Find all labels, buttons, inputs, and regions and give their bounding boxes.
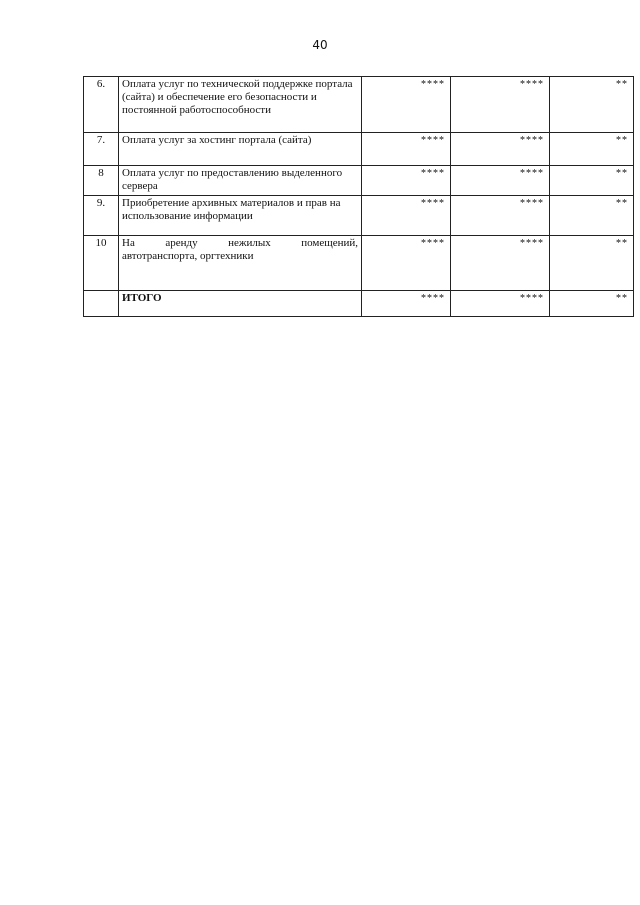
row-name: Оплата услуг за хостинг портала (сайта) [119, 133, 362, 166]
row-number [84, 291, 119, 317]
cell-value: **** [451, 133, 550, 166]
table-row [84, 166, 634, 196]
cell-value: ** [550, 166, 634, 196]
cell-value: **** [362, 77, 451, 133]
cell-value: **** [451, 77, 550, 133]
cell-value: ** [550, 291, 634, 317]
row-name: Оплата услуг по предоставлению выделенного сервера [119, 166, 362, 196]
table-row [84, 291, 634, 317]
budget-table [83, 76, 634, 317]
cell-value: **** [362, 196, 451, 236]
row-number: 8 [84, 166, 119, 196]
page-number: 40 [312, 38, 328, 52]
row-name-line: автотранспорта, оргтехники [122, 250, 254, 262]
cell-value: ** [550, 196, 634, 236]
row-number: 10 [84, 236, 119, 291]
row-number: 7. [84, 133, 119, 166]
table-row [84, 196, 634, 236]
row-number: 6. [84, 77, 119, 133]
row-name-line: На аренду нежилых помещений, [122, 237, 358, 249]
row-number: 9. [84, 196, 119, 236]
row-name [119, 236, 362, 291]
cell-value: **** [362, 133, 451, 166]
cell-value: **** [362, 166, 451, 196]
cell-value: **** [451, 196, 550, 236]
cell-value: **** [362, 236, 451, 291]
table-row [84, 236, 634, 291]
cell-value: **** [451, 291, 550, 317]
cell-value: **** [451, 236, 550, 291]
cell-value: **** [362, 291, 451, 317]
row-name-total: ИТОГО [119, 291, 362, 317]
cell-value: ** [550, 133, 634, 166]
cell-value: ** [550, 236, 634, 291]
table-row [84, 133, 634, 166]
row-name: Приобретение архивных материалов и прав на использование информации [119, 196, 362, 236]
cell-value: **** [451, 166, 550, 196]
table-row [84, 77, 634, 133]
cell-value: ** [550, 77, 634, 133]
row-name: Оплата услуг по технической поддержке портала (сайта) и обеспечение его безопасности и постоянной работоспособности [119, 77, 362, 133]
